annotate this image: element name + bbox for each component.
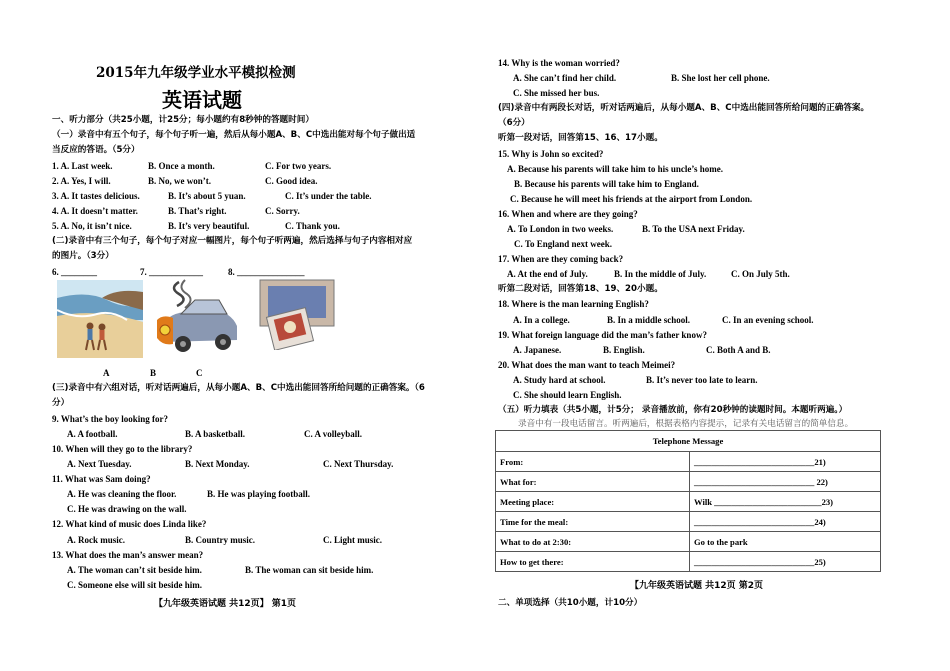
q14-question: 14. Why is the woman worried?: [498, 58, 620, 68]
row-label: Time for the meal:: [496, 512, 690, 532]
q16-option-b: B. To the USA next Friday.: [642, 224, 745, 234]
picture-label-b: B: [150, 368, 157, 378]
picture-label-c: C: [196, 368, 203, 378]
section1-heading: 一、听力部分（共25小题，计25分；每小题约有8秒钟的答题时间）: [52, 115, 314, 125]
q11-question: 11. What was Sam doing?: [52, 474, 151, 484]
part4-intro-line1: (四)录音中有两段长对话，听对话两遍后，从每小题A、B、C中选出能回答所给问题的正确答案。: [498, 103, 870, 113]
table-row: [496, 552, 881, 572]
q2-option-a: 2. A. Yes, I will.: [52, 176, 111, 186]
q10-option-b: B. Next Monday.: [185, 459, 250, 469]
part3-intro-line1: (三)录音中有六组对话，听对话两遍后，从每小题A、B、C中选出能回答所给问题的正确答案。（6: [52, 383, 425, 393]
blank-8[interactable]: 8. _______________: [228, 267, 305, 277]
q15-option-b: B. Because his parents will take him to England.: [514, 179, 699, 189]
part2-intro-line2: 的图片。（3分）: [52, 251, 114, 261]
q1-option-c: C. For two years.: [265, 161, 332, 171]
q12-option-a: A. Rock music.: [67, 535, 125, 545]
exam-subtitle: 英语试题: [162, 88, 242, 112]
q5-option-c: C. Thank you.: [285, 221, 340, 231]
blank-6[interactable]: 6. ________: [52, 267, 97, 277]
table-row: [496, 532, 881, 552]
q12-question: 12. What kind of music does Linda like?: [52, 519, 207, 529]
page2-footer: 【九年级英语试题 共12页 第2页: [630, 581, 764, 591]
blank-7[interactable]: 7. ____________: [140, 267, 203, 277]
q3-option-c: C. It’s under the table.: [285, 191, 372, 201]
q19-option-c: C. Both A and B.: [706, 345, 771, 355]
row-value: Go to the park: [690, 532, 881, 552]
part3-intro-line2: 分）: [52, 398, 70, 408]
page1-footer: 【九年级英语试题 共12页】 第1页: [154, 599, 297, 609]
q17-option-b: B. In the middle of July.: [614, 269, 707, 279]
picture-label-a: A: [103, 368, 110, 378]
q19-option-b: B. English.: [603, 345, 645, 355]
q2-option-c: C. Good idea.: [265, 176, 318, 186]
q16-option-c: C. To England next week.: [514, 239, 613, 249]
table-row: [496, 512, 881, 532]
q16-option-a: A. To London in two weeks.: [507, 224, 614, 234]
table-header: Telephone Message: [496, 431, 881, 452]
part2-intro-line1: (二)录音中有三个句子，每个句子对应一幅图片，每个句子听两遍，然后选择与句子内容相对应: [52, 236, 413, 246]
dialogue2-instruction: 听第二段对话，回答第18、19、20小题。: [498, 284, 663, 294]
q18-option-c: C. In an evening school.: [722, 315, 814, 325]
table-row: [496, 472, 881, 492]
q4-option-c: C. Sorry.: [265, 206, 300, 216]
q2-option-b: B. No, we won’t.: [148, 176, 211, 186]
q3-option-a: 3. A. It tastes delicious.: [52, 191, 140, 201]
q4-option-b: B. That’s right.: [168, 206, 227, 216]
q13-option-a: A. The woman can’t sit beside him.: [67, 565, 202, 575]
q5-option-a: 5. A. No, it isn’t nice.: [52, 221, 132, 231]
q3-option-b: B. It’s about 5 yuan.: [168, 191, 246, 201]
q20-question: 20. What does the man want to teach Meimei?: [498, 360, 676, 370]
q4-option-a: 4. A. It doesn’t matter.: [52, 206, 138, 216]
q11-option-b: B. He was playing football.: [207, 489, 311, 499]
q18-option-b: B. In a middle school.: [607, 315, 691, 325]
q17-option-a: A. At the end of July.: [507, 269, 588, 279]
q15-option-a: A. Because his parents will take him to his uncle’s home.: [507, 164, 724, 174]
answer-blank-23[interactable]: Wilk _________________________23): [690, 492, 881, 512]
row-label: What to do at 2:30:: [496, 532, 690, 552]
q11-option-a: A. He was cleaning the floor.: [67, 489, 177, 499]
q14-option-c: C. She missed her bus.: [513, 88, 600, 98]
q9-option-c: C. A volleyball.: [304, 429, 363, 439]
q20-option-a: A. Study hard at school.: [513, 375, 606, 385]
table-row: [496, 452, 881, 472]
row-label: What for:: [496, 472, 690, 492]
q10-option-a: A. Next Tuesday.: [67, 459, 132, 469]
part1-intro-line2: 当反应的答语。（5分）: [52, 145, 140, 155]
q14-option-a: A. She can’t find her child.: [513, 73, 617, 83]
q18-question: 18. Where is the man learning English?: [498, 299, 649, 309]
q19-option-a: A. Japanese.: [513, 345, 562, 355]
beach-picture: [57, 280, 143, 358]
stamps-picture: [258, 278, 338, 350]
answer-blank-21[interactable]: ____________________________21): [690, 452, 881, 472]
part1-intro-line1: （一）录音中有五个句子，每个句子听一遍，然后从每小题A、B、C中选出能对每个句子做出适: [52, 130, 416, 140]
exam-title: 2015年九年级学业水平模拟检测: [96, 65, 296, 81]
q9-question: 9. What’s the boy looking for?: [52, 414, 169, 424]
answer-blank-25[interactable]: ____________________________25): [690, 552, 881, 572]
q18-option-a: A. In a college.: [513, 315, 570, 325]
q13-option-b: B. The woman can sit beside him.: [245, 565, 374, 575]
q17-option-c: C. On July 5th.: [731, 269, 790, 279]
q10-option-c: C. Next Thursday.: [323, 459, 394, 469]
q13-option-c: C. Someone else will sit beside him.: [67, 580, 202, 590]
dialogue1-instruction: 听第一段对话，回答第15、16、17小题。: [498, 133, 663, 143]
q12-option-b: B. Country music.: [185, 535, 256, 545]
part5-note: 录音中有一段电话留言。听两遍后，根据表格内容提示，记录有关电话留言的简单信息。: [518, 419, 854, 429]
part4-intro-line2: （6分）: [498, 118, 530, 128]
q1-option-a: 1. A. Last week.: [52, 161, 113, 171]
q12-option-c: C. Light music.: [323, 535, 383, 545]
q14-option-b: B. She lost her cell phone.: [671, 73, 770, 83]
q15-option-c: C. Because he will meet his friends at the airport from London.: [510, 194, 753, 204]
answer-blank-24[interactable]: ____________________________24): [690, 512, 881, 532]
q20-option-b: B. It’s never too late to learn.: [646, 375, 758, 385]
answer-blank-22[interactable]: ____________________________ 22): [690, 472, 881, 492]
q9-option-b: B. A basketball.: [185, 429, 246, 439]
q20-option-c: C. She should learn English.: [513, 390, 622, 400]
q19-question: 19. What foreign language did the man’s father know?: [498, 330, 707, 340]
q10-question: 10. When will they go to the library?: [52, 444, 193, 454]
q5-option-b: B. It’s very beautiful.: [168, 221, 250, 231]
q16-question: 16. When and where are they going?: [498, 209, 638, 219]
q9-option-a: A. A football.: [67, 429, 118, 439]
q1-option-b: B. Once a month.: [148, 161, 215, 171]
row-label: From:: [496, 452, 690, 472]
q15-question: 15. Why is John so excited?: [498, 149, 604, 159]
q11-option-c: C. He was drawing on the wall.: [67, 504, 187, 514]
part5-intro: （五）听力填表（共5小题，计5分； 录音播放前，你有20秒钟的读题时间。本题听两遍。）: [498, 405, 848, 415]
broken-car-picture: [155, 278, 241, 358]
row-label: How to get there:: [496, 552, 690, 572]
table-row: [496, 492, 881, 512]
section2-heading: 二、单项选择（共10小题，计10分）: [498, 598, 643, 608]
telephone-message-table: [495, 430, 881, 572]
q13-question: 13. What does the man’s answer mean?: [52, 550, 204, 560]
row-label: Meeting place:: [496, 492, 690, 512]
q17-question: 17. When are they coming back?: [498, 254, 624, 264]
